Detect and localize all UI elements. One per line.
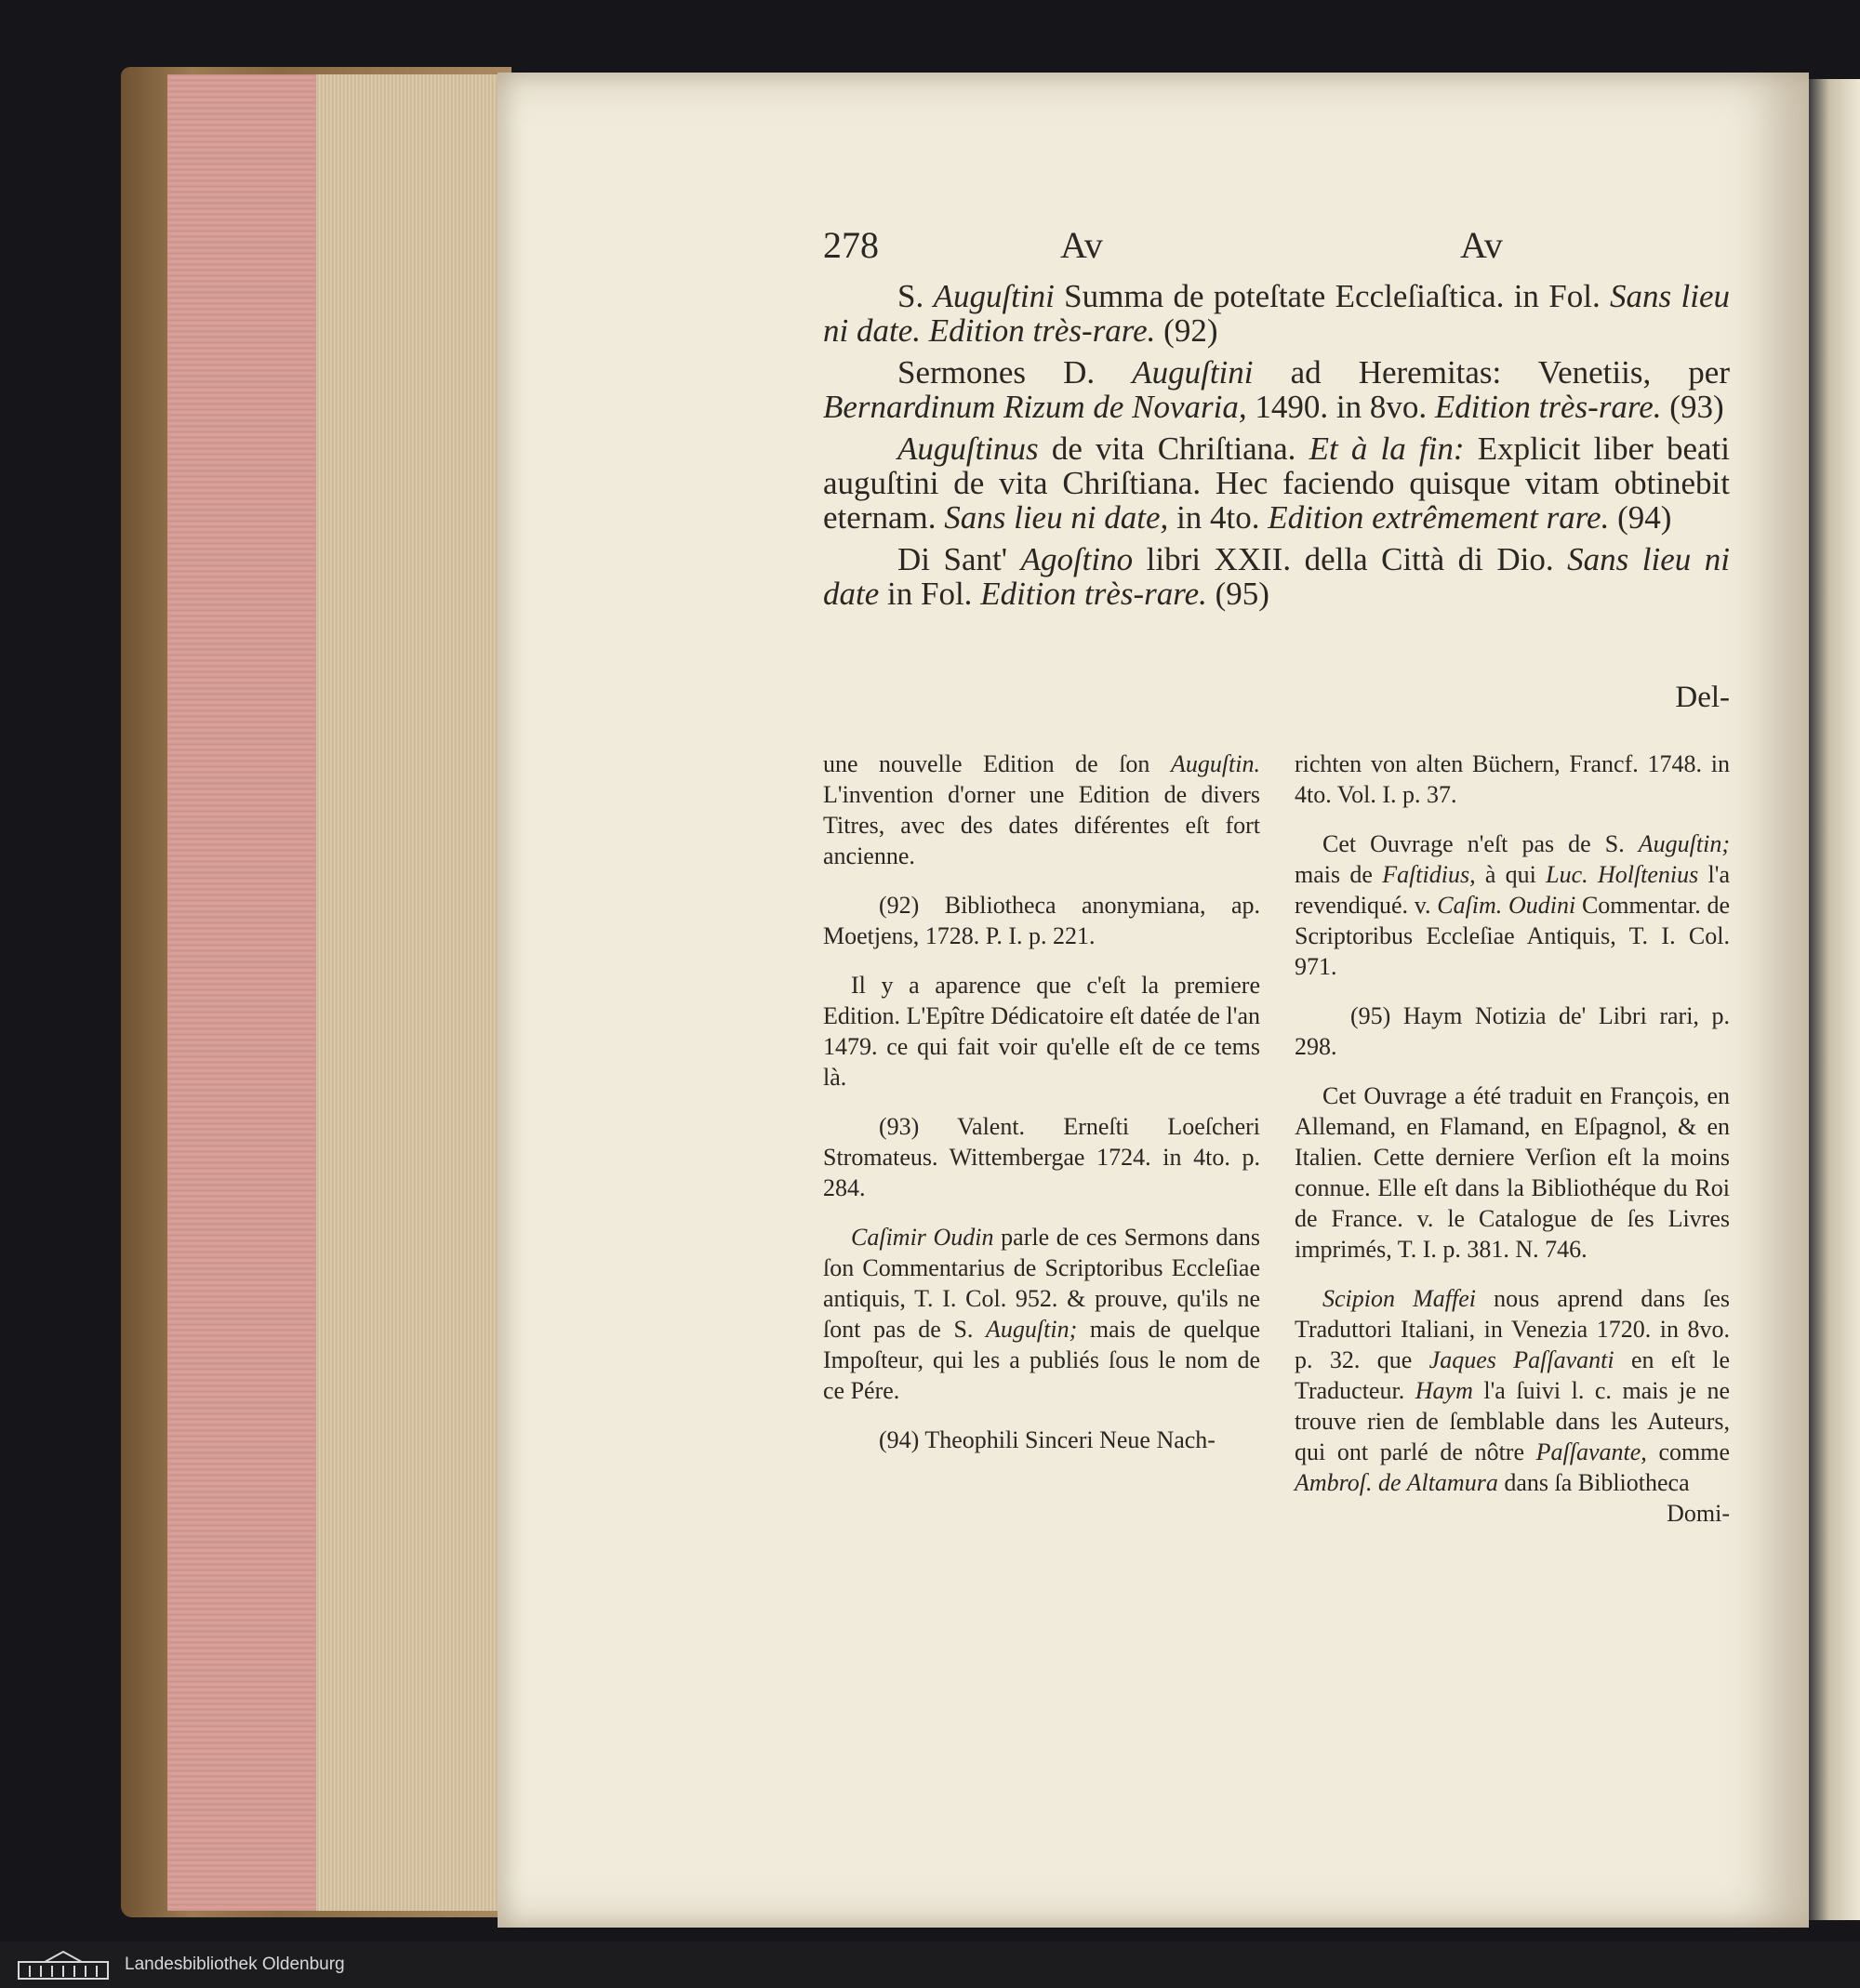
catchword-main: Del-: [1675, 681, 1730, 714]
note-paragraph: Cet Ouvrage a été traduit en François, en Allemand, en Flamand, en Eſpagnol, & en Italien. Cette derniere Verſion eſt la moins connue. Elle eſt dans la Bibliothéque du Roi de France. v. le Catalogue de ſes Livres imprimés, T. I. p. 381. N. 746.: [1295, 1082, 1730, 1263]
footnote-94: (94) Theophili Sinceri Neue Nach-: [879, 1426, 1216, 1453]
footer-bar: [0, 1942, 1860, 1988]
library-name: Landesbibliothek Oldenburg: [125, 1955, 345, 1974]
entry-92: S. Auguſtini Summa de poteſtate Eccleſiaſtica. in Fol. Sans lieu ni date. Edition très-rare. (92): [823, 278, 1730, 349]
library-building-icon: [17, 1949, 110, 1981]
page-stack: [316, 74, 498, 1911]
header-left-title: Av: [1060, 224, 1103, 266]
note-paragraph: Caſimir Oudin parle de ces Sermons dans ſon Commentarius de Scriptoribus Eccleſiae antiquis, T. I. Col. 952. & prouve, qu'ils ne ſont pas de S. Auguſtin; mais de quelque Impoſteur, qui les a publiés ſous le nom de ce Pére.: [823, 1224, 1261, 1404]
note-continuation: richten von alten Büchern, Francf. 1748. in 4to. Vol. I. p. 37.: [1295, 750, 1730, 808]
entry-95: Di Sant' Agoſtino libri XXII. della Città di Dio. Sans lieu ni date in Fol. Edition très-rare. (95): [823, 541, 1731, 612]
footnote-93: (93) Valent. Erneſti Loeſcheri Stromateus. Wittembergae 1724. in 4to. p. 284.: [823, 1113, 1260, 1201]
note-paragraph: Scipion Maffei nous aprend dans ſes Traduttori Italiani, in Venezia 1720. in 8vo. p. 32. que Jaques Paſſavanti en eſt le Traducteur. Haym l'a ſuivi l. c. mais je ne trouve rien de ſemblable dans les Auteurs, qui ont parlé de nôtre Paſſavante, comme Ambroſ. de Altamura dans ſa Bibliotheca: [1295, 1285, 1731, 1496]
entry-93: Sermones D. Auguſtini ad Heremitas: Venetiis, per Bernardinum Rizum de Novaria, 1490. in 8vo. Edition très-rare. (93): [823, 354, 1731, 425]
page-edge: [167, 74, 316, 1911]
catchword-notes: Domi-: [1667, 1500, 1730, 1527]
footnote-95: (95) Haym Notizia de' Libri rari, p. 298.: [1295, 1002, 1730, 1060]
footnotes-right: [1295, 749, 1730, 1529]
facing-page-edge: [1809, 79, 1860, 1920]
page-number: 278: [823, 224, 879, 266]
note-continuation: une nouvelle Edition de ſon Auguſtin. L'invention d'orner une Edition de divers Titres, avec des dates diférentes eſt fort ancienne.: [823, 750, 1260, 869]
main-text: [823, 279, 1730, 618]
note-paragraph: Il y a aparence que c'eſt la premiere Edition. L'Epître Dédicatoire eſt datée de l'an 1479. ce qui fait voir qu'elle eſt de ce tems là.: [823, 972, 1260, 1091]
footnote-92: (92) Bibliotheca anonymiana, ap. Moetjens, 1728. P. I. p. 221.: [823, 892, 1260, 949]
footnotes-left: [823, 749, 1260, 1474]
entry-94: Auguſtinus de vita Chriſtiana. Et à la fin: Explicit liber beati auguſtini de vita Chriſtiana. Hec faciendo quisque vitam obtinebit eternam. Sans lieu ni date, in 4to. Edition extrêmement rare. (94): [823, 431, 1730, 536]
header-right-title: Av: [1460, 224, 1503, 266]
note-paragraph: Cet Ouvrage n'eſt pas de S. Auguſtin; mais de Faſtidius, à qui Luc. Holſtenius l'a revendiqué. v. Caſim. Oudini Commentar. de Scriptoribus Eccleſiae Antiquis, T. I. Col. 971.: [1295, 830, 1730, 980]
